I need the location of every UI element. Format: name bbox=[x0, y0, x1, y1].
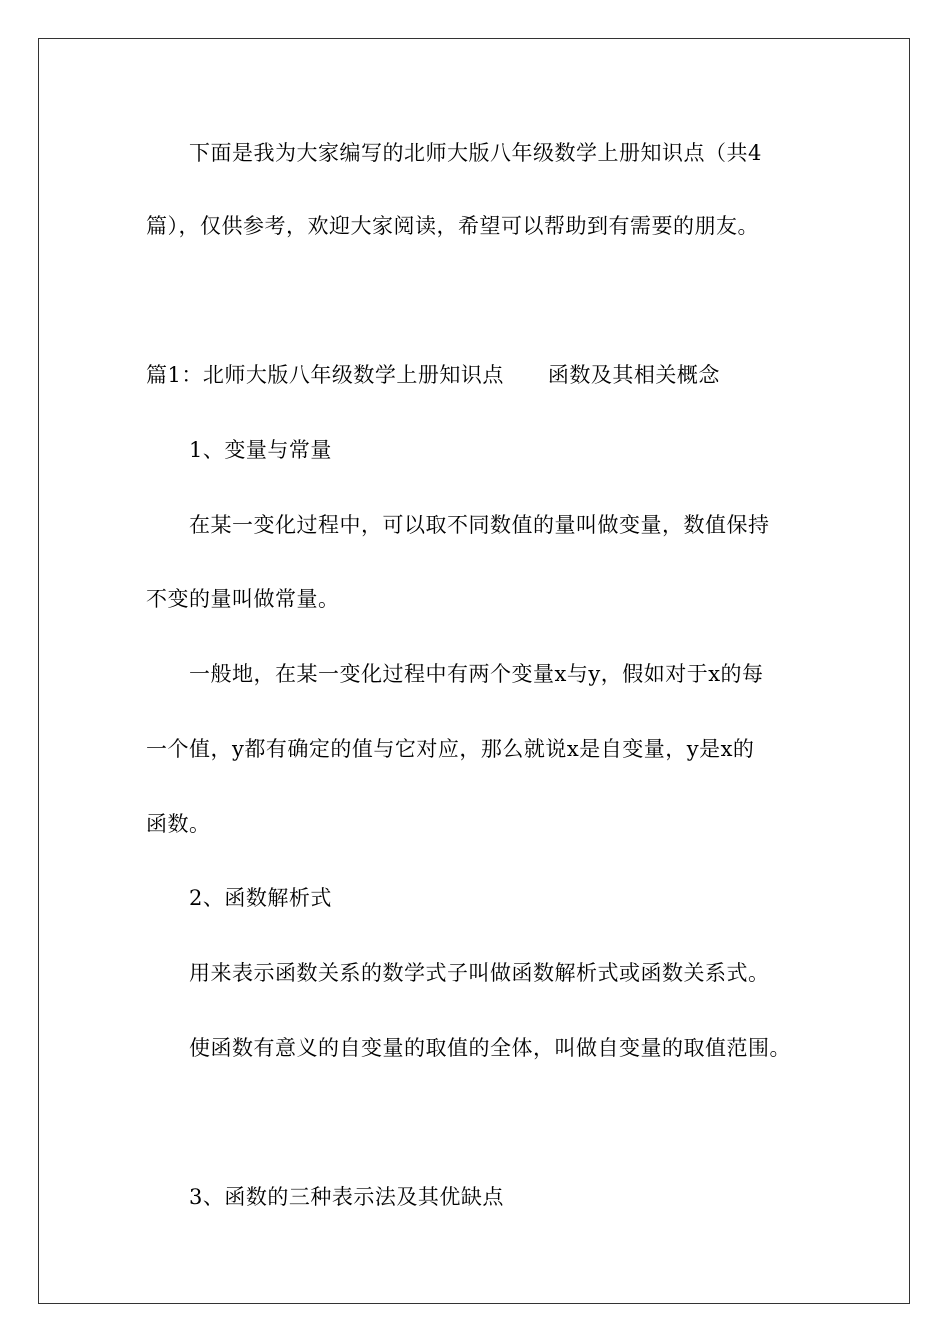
item-2-paragraph-1: 用来表示函数关系的数学式子叫做函数解析式或函数关系式。 bbox=[189, 961, 770, 985]
item-1-paragraph-1-line-2: 不变的量叫做常量。 bbox=[146, 587, 340, 611]
item-1-paragraph-2-line-3: 函数。 bbox=[146, 812, 211, 836]
section-1-heading-topic: 函数及其相关概念 bbox=[547, 363, 720, 387]
section-1-heading-prefix: 篇1：北师大版八年级数学上册知识点 bbox=[146, 363, 504, 387]
item-2-paragraph-2: 使函数有意义的自变量的取值的全体，叫做自变量的取值范围。 bbox=[189, 1036, 791, 1060]
item-3-heading: 3、函数的三种表示法及其优缺点 bbox=[189, 1185, 504, 1209]
item-2-heading: 2、函数解析式 bbox=[189, 886, 332, 910]
item-1-paragraph-2-line-2: 一个值，y都有确定的值与它对应，那么就说x是自变量，y是x的 bbox=[146, 737, 755, 761]
item-1-heading: 1、变量与常量 bbox=[189, 438, 332, 462]
item-1-paragraph-2-line-1: 一般地，在某一变化过程中有两个变量x与y，假如对于x的每 bbox=[189, 662, 764, 686]
intro-line-2: 篇），仅供参考，欢迎大家阅读，希望可以帮助到有需要的朋友。 bbox=[146, 214, 759, 238]
intro-line-1: 下面是我为大家编写的北师大版八年级数学上册知识点（共4 bbox=[189, 141, 762, 165]
section-1-heading bbox=[146, 363, 720, 387]
item-1-paragraph-1-line-1: 在某一变化过程中，可以取不同数值的量叫做变量，数值保持 bbox=[189, 513, 770, 537]
